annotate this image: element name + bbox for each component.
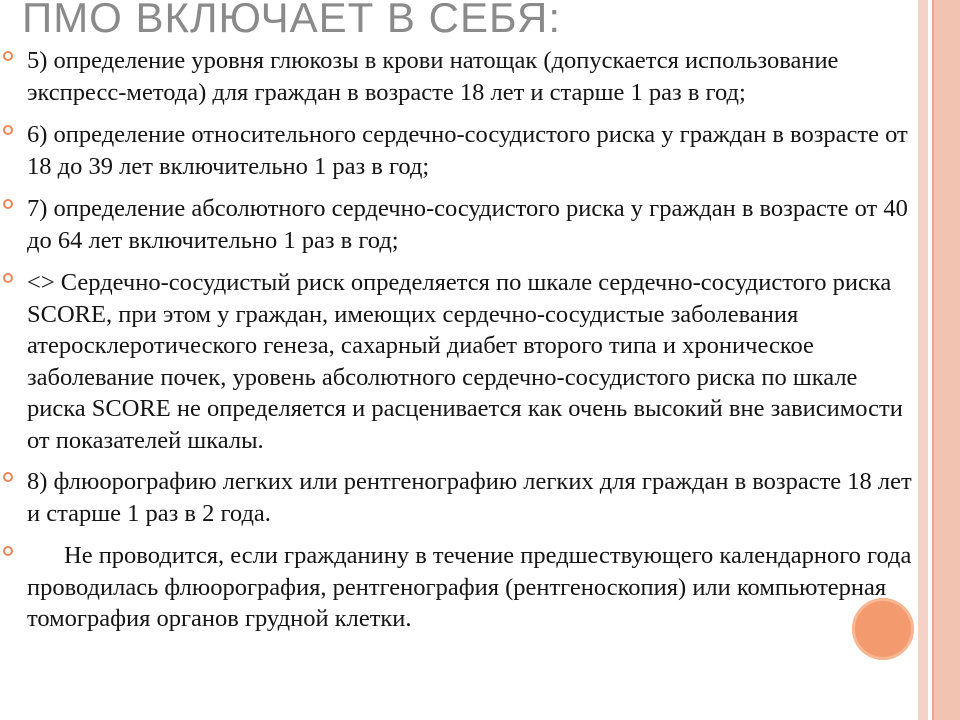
bullet-icon bbox=[3, 546, 13, 556]
bullet-icon bbox=[3, 125, 13, 135]
bullet-icon bbox=[3, 51, 13, 61]
list-item-relative-risk bbox=[0, 119, 920, 182]
list-item-text: 6) определение относительного сердечно-сосудистого риска у граждан в возрасте от 18 до 39 лет включительно 1 раз в год; bbox=[27, 121, 908, 180]
list-item-fluorography bbox=[0, 466, 920, 529]
list-item-text: 7) определение абсолютного сердечно-сосудистого риска у граждан в возрасте от 40 до 64 лет включительно 1 раз в год; bbox=[27, 195, 908, 254]
list-item-text: Не проводится, если гражданину в течение предшествующего календарного года проводилась флюорография, рентгенография (рентгеноскопия) или компьютерная томография органов грудной клетки. bbox=[27, 542, 912, 632]
list-item-text: <> Сердечно-сосудистый риск определяется по шкале сердечно-сосудистого риска SCORE, при этом у граждан, имеющих сердечно-сосудистые заболевания атеросклеротического генеза, сахарный диабет второго типа и хроническое заболевание почек, уровень абсолютного сердечно-сосудистого риска по шкале риска SCORE не определяется и расценивается как очень высокий вне зависимости от показателей шкалы. bbox=[27, 269, 903, 454]
bullet-icon bbox=[3, 273, 13, 283]
decorative-stripe-outer bbox=[932, 0, 960, 720]
bullet-icon bbox=[3, 472, 13, 482]
bullet-icon bbox=[3, 199, 13, 209]
bullet-list bbox=[0, 45, 920, 646]
decorative-circle bbox=[852, 598, 914, 660]
list-item-score-note bbox=[0, 267, 920, 456]
list-item-exception bbox=[0, 540, 920, 635]
slide-title: ПМО ВКЛЮЧАЕТ В СЕБЯ: bbox=[22, 0, 562, 41]
list-item-glucose bbox=[0, 45, 920, 108]
list-item-text: 8) флюорографию легких или рентгенографию легких для граждан в возрасте 18 лет и старше 1 раз в 2 года. bbox=[27, 468, 912, 527]
list-item-absolute-risk bbox=[0, 193, 920, 256]
list-item-text: 5) определение уровня глюкозы в крови натощак (допускается использование экспресс-метода) для граждан в возрасте 18 лет и старше 1 раз в год; bbox=[27, 47, 839, 106]
